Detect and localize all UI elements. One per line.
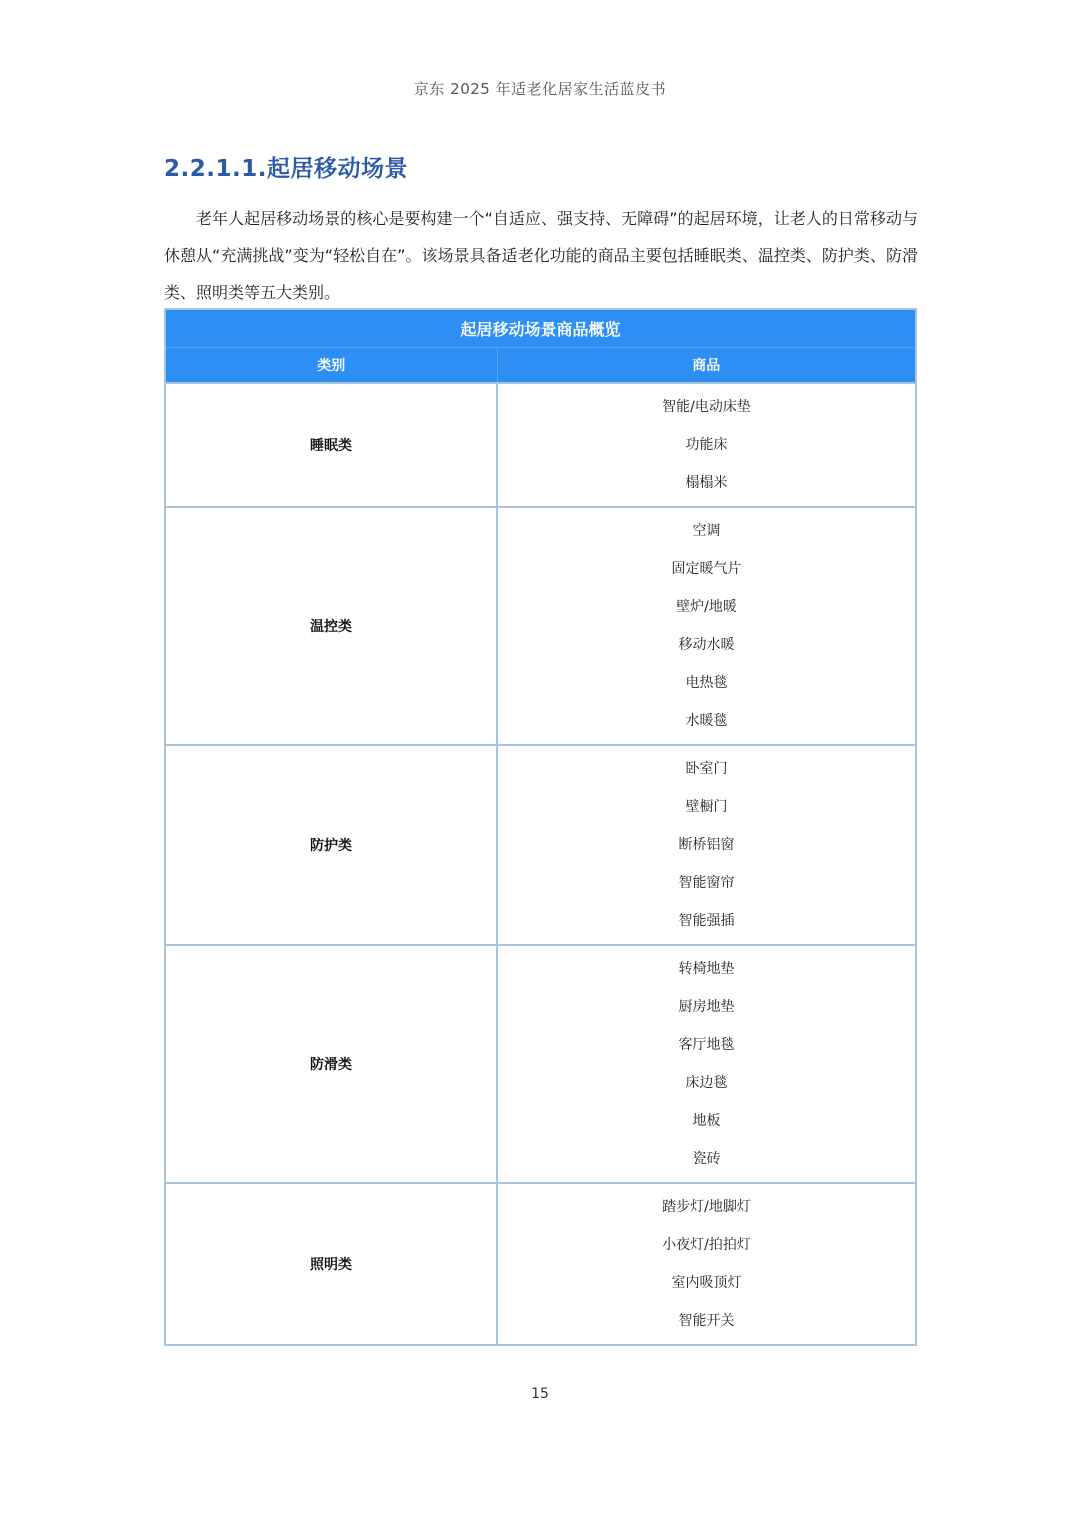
intro-paragraph-block: [164, 200, 918, 311]
category-cell: 照明类: [165, 1183, 497, 1345]
product-item: 智能/电动床垫: [662, 399, 751, 415]
product-item: 智能强插: [678, 913, 735, 929]
products-cell: [497, 945, 916, 1183]
product-overview-table: [164, 308, 917, 1346]
product-item: 室内吸顶灯: [671, 1275, 742, 1291]
table-row: [165, 1183, 916, 1345]
table-row: [165, 745, 916, 945]
product-item: 电热毯: [685, 675, 728, 691]
products-cell: [497, 1183, 916, 1345]
table-row: [165, 507, 916, 745]
products-cell: [497, 745, 916, 945]
product-item: 断桥铝窗: [678, 837, 735, 853]
product-list: [498, 746, 915, 944]
table-caption-row: [165, 309, 916, 348]
product-list: [498, 946, 915, 1182]
product-item: 厨房地垫: [678, 999, 735, 1015]
product-item: 转椅地垫: [678, 961, 735, 977]
product-item: 地板: [692, 1113, 721, 1129]
category-cell: 温控类: [165, 507, 497, 745]
product-item: 榻榻米: [685, 475, 728, 491]
page-number: 15: [531, 1386, 549, 1402]
category-cell: 睡眠类: [165, 383, 497, 507]
section-title: 2.2.1.1.起居移动场景: [164, 156, 408, 182]
product-item: 卧室门: [685, 761, 728, 777]
product-item: 智能开关: [678, 1313, 735, 1329]
table-row: [165, 945, 916, 1183]
table-header-row: [165, 348, 916, 384]
product-item: 功能床: [685, 437, 728, 453]
product-item: 客厅地毯: [678, 1037, 735, 1053]
product-item: 踏步灯/地脚灯: [662, 1199, 751, 1215]
product-item: 水暖毯: [685, 713, 728, 729]
table-body: [165, 383, 916, 1345]
intro-paragraph: 老年人起居移动场景的核心是要构建一个“自适应、强支持、无障碍”的起居环境，让老人的日常移动与休憩从“充满挑战”变为“轻松自在”。该场景具备适老化功能的商品主要包括睡眠类、温控类、防护类、防滑类、照明类等五大类别。: [164, 209, 918, 302]
product-list: [498, 384, 915, 506]
table-caption: 起居移动场景商品概览: [165, 309, 916, 348]
product-list: [498, 508, 915, 744]
column-header-products: 商品: [497, 348, 916, 384]
product-item: 瓷砖: [692, 1151, 721, 1167]
product-list: [498, 1184, 915, 1344]
category-cell: 防滑类: [165, 945, 497, 1183]
product-item: 空调: [692, 523, 721, 539]
products-cell: [497, 383, 916, 507]
table-row: [165, 383, 916, 507]
product-item: 固定暖气片: [671, 561, 742, 577]
column-header-category: 类别: [165, 348, 497, 384]
product-item: 壁炉/地暖: [676, 599, 737, 615]
running-header: 京东 2025 年适老化居家生活蓝皮书: [413, 80, 667, 98]
product-item: 小夜灯/拍拍灯: [662, 1237, 751, 1253]
category-cell: 防护类: [165, 745, 497, 945]
product-item: 智能窗帘: [678, 875, 735, 891]
products-cell: [497, 507, 916, 745]
product-item: 床边毯: [685, 1075, 728, 1091]
product-item: 壁橱门: [685, 799, 728, 815]
product-item: 移动水暖: [678, 637, 735, 653]
